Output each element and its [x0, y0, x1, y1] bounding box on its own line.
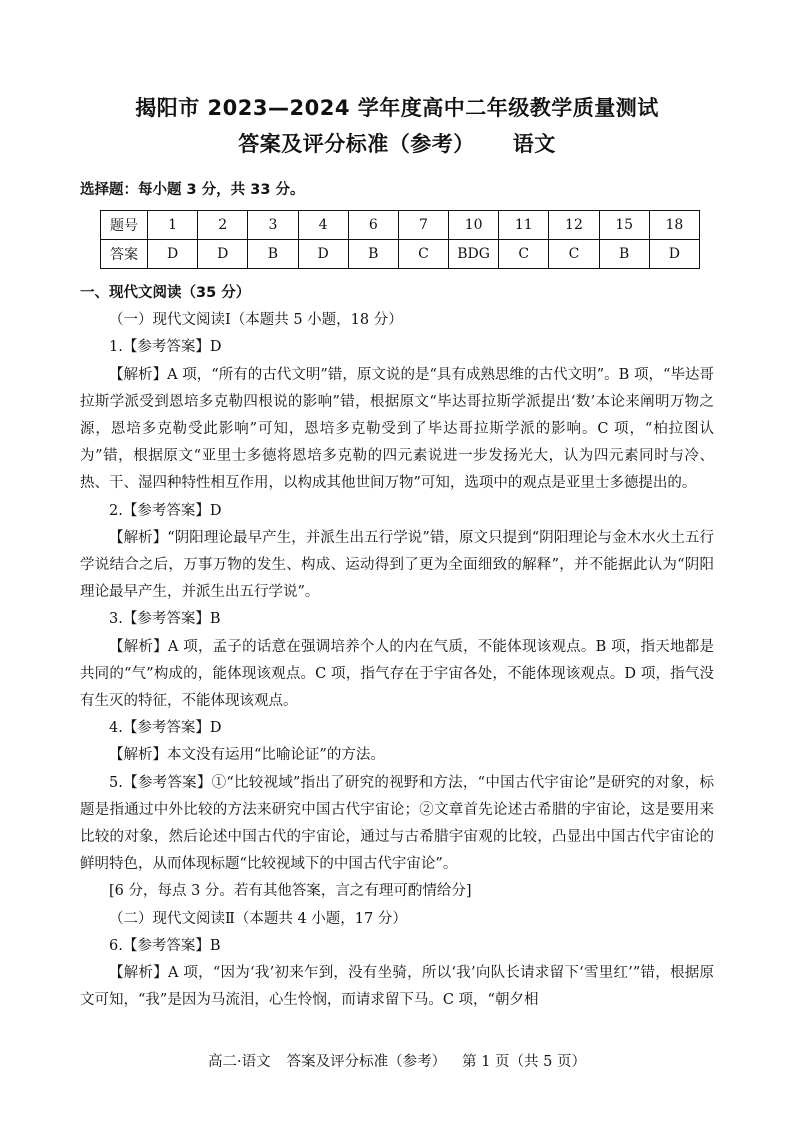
- question-number: 3: [248, 211, 298, 240]
- question-number: 11: [499, 211, 549, 240]
- answer-cell: B: [599, 240, 649, 269]
- scoring-note: [6 分，每点 3 分。若有其他答案，言之有理可酌情给分]: [109, 883, 472, 900]
- question-number-row: [101, 211, 700, 240]
- subject-label: 语文: [512, 132, 556, 156]
- page-subtitle: [0, 128, 794, 158]
- reference-answer: 6.【参考答案】B: [109, 937, 221, 954]
- question-number: 10: [449, 211, 499, 240]
- answer-cell: B: [248, 240, 298, 269]
- reference-answer: 2.【参考答案】D: [109, 502, 222, 519]
- reference-answer: 1.【参考答案】D: [109, 339, 222, 356]
- explanation-paragraph: 【解析】A 项，“因为‘我’初来乍到，没有坐骑，所以‘我’向队长请求留下‘雪里红’”错，根据原文可知，“我”是因为马流泪，心生怜悯，而请求留下马。C 项，“朝夕相: [80, 965, 714, 1009]
- question-number: 18: [649, 211, 699, 240]
- answer-cell: D: [298, 240, 348, 269]
- subsection-heading: （一）现代文阅读Ⅰ（本题共 5 小题，18 分）: [109, 312, 403, 329]
- answer-cell: C: [499, 240, 549, 269]
- question-number: 4: [298, 211, 348, 240]
- row-label-answer: 答案: [101, 240, 148, 269]
- question-number: 2: [198, 211, 248, 240]
- footer-doc-title: 答案及评分标准（参考）: [286, 1054, 447, 1070]
- subtitle-text: 答案及评分标准（参考）: [238, 132, 475, 156]
- question-number: 12: [549, 211, 599, 240]
- question-number: 6: [348, 211, 398, 240]
- row-label-question: 题号: [101, 211, 148, 240]
- explanation-paragraph: 【解析】本文没有运用“比喻论证”的方法。: [109, 747, 385, 764]
- question-number: 15: [599, 211, 649, 240]
- page-footer: [0, 1050, 794, 1071]
- answer-body: [80, 280, 714, 1014]
- section-heading: 一、现代文阅读（35 分）: [80, 285, 251, 301]
- subsection-heading: （二）现代文阅读Ⅱ（本题共 4 小题，17 分）: [109, 910, 407, 927]
- multiple-choice-heading: 选择题：每小题 3 分，共 33 分。: [80, 182, 305, 198]
- answer-cell: BDG: [449, 240, 499, 269]
- answer-cell: B: [348, 240, 398, 269]
- answer-cell: D: [649, 240, 699, 269]
- answer-cell: D: [148, 240, 198, 269]
- question-number: 7: [398, 211, 448, 240]
- explanation-paragraph: 【解析】A 项，“所有的古代文明”错，原文说的是“具有成熟思维的古代文明”。B 项，“毕达哥拉斯学派受到恩培多克勒四根说的影响”错，根据原文“毕达哥拉斯学派提出‘数’本论来阐明万物之源，恩培多克勒受此影响”可知，恩培多克勒受到了毕达哥拉斯学派的影响。C 项，“柏拉图认为”错，根据原文“亚里士多德将恩培多克勒的四元素说进一步发扬光大，认为四元素同时与冷、热、干、湿四种特性相互作用，以构成其他世间万物”可知，选项中的观点是亚里士多德提出的。: [80, 366, 714, 492]
- explanation-paragraph: 【解析】A 项，孟子的话意在强调培养个人的内在气质，不能体现该观点。B 项，指天地都是共同的“气”构成的，能体现该观点。C 项，指气存在于宇宙各处，不能体现该观点。D 项，指气没有生灭的特征，不能体现该观点。: [80, 638, 714, 710]
- answer-cell: C: [549, 240, 599, 269]
- question-number: 1: [148, 211, 198, 240]
- answer-cell: C: [398, 240, 448, 269]
- footer-subject: 高二·语文: [208, 1054, 271, 1070]
- reference-answer: 4.【参考答案】D: [109, 720, 222, 737]
- page-title: 揭阳市 2023—2024 学年度高中二年级教学质量测试: [135, 96, 659, 120]
- answer-cell: D: [198, 240, 248, 269]
- reference-answer: 5.【参考答案】①“比较视域”指出了研究的视野和方法，“中国古代宇宙论”是研究的对象，标题是指通过中外比较的方法来研究中国古代宇宙论；②文章首先论述古希腊的宇宙论，这是要用来比较的对象，然后论述中国古代的宇宙论，通过与古希腊宇宙观的比较，凸显出中国古代宇宙论的鲜明特色，从而体现标题“比较视域下的中国古代宇宙论”。: [80, 774, 714, 873]
- explanation-paragraph: 【解析】“阴阳理论最早产生，并派生出五行学说”错，原文只提到“阴阳理论与金木水火土五行学说结合之后，万事万物的发生、构成、运动得到了更为全面细致的解释”，并不能据此认为“阴阳理论最早产生，并派生出五行学说”。: [80, 529, 714, 601]
- footer-page-number: 第 1 页（共 5 页）: [462, 1054, 586, 1070]
- answer-row: [101, 240, 700, 269]
- answer-table: [100, 210, 700, 269]
- reference-answer: 3.【参考答案】B: [109, 611, 221, 628]
